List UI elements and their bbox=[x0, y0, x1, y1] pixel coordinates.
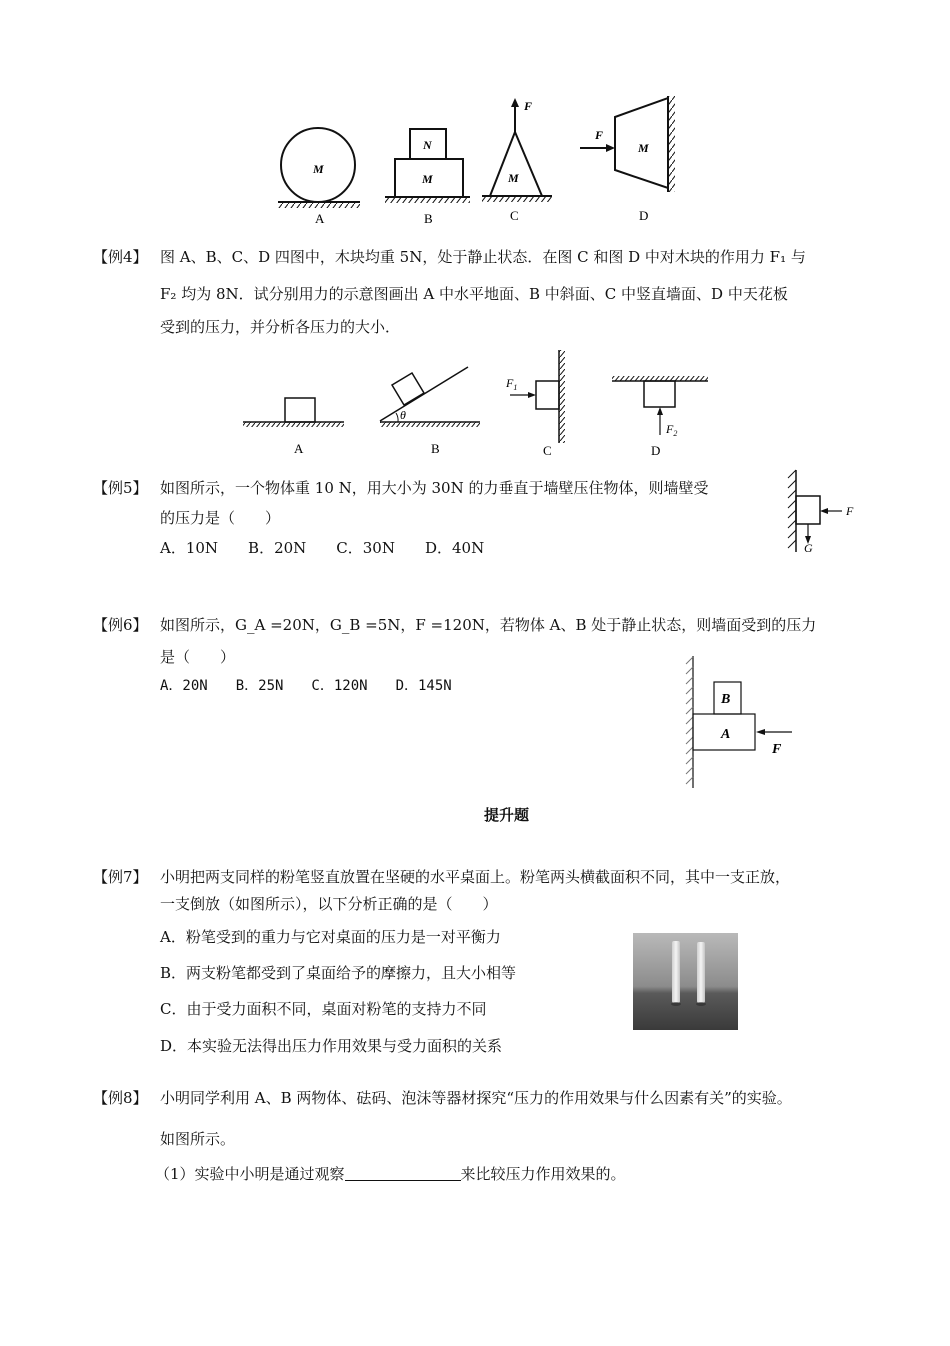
ex5-line1: 如图所示，一个物体重 10 N，用大小为 30N 的力垂直于墙壁压住物体，则墙壁受 bbox=[160, 479, 709, 497]
fig-top-m-d: M bbox=[638, 141, 649, 155]
ex8-q1-before: （1）实验中小明是通过观察 bbox=[155, 1165, 345, 1183]
fig-top-f-c: F bbox=[524, 99, 533, 113]
ex7-option-c: C．由于受力面积不同，桌面对粉笔的支持力不同 bbox=[160, 1000, 487, 1018]
ex7-tag: 【例7】 bbox=[93, 868, 148, 886]
ex4-fig-label-c: C bbox=[543, 443, 552, 458]
ex5-fig-g: G bbox=[804, 541, 813, 555]
ex7-option-b: B．两支粉笔都受到了桌面给予的摩擦力，且大小相等 bbox=[160, 964, 517, 982]
ex5-line2: 的压力是（ ） bbox=[160, 509, 281, 527]
fig-top-m-a: M bbox=[313, 162, 324, 176]
figure-ex4 bbox=[240, 345, 715, 460]
ex4-fig-f1: $F_1$ bbox=[506, 376, 518, 392]
fig-top-label-d: D bbox=[639, 208, 649, 223]
fig-top-a bbox=[278, 128, 360, 226]
ex4-fig-a bbox=[243, 398, 344, 456]
ex6-fig-f: F bbox=[772, 742, 782, 757]
ex8-q1-blank[interactable] bbox=[345, 1164, 461, 1181]
fig-top-m-c: M bbox=[508, 171, 519, 185]
ex4-fig-label-a: A bbox=[294, 441, 304, 456]
ex8-q1-after: 来比较压力作用效果的。 bbox=[460, 1165, 626, 1183]
ex6-fig-b: B bbox=[721, 692, 731, 707]
fig-top-label-b: B bbox=[424, 211, 433, 226]
ex4-fig-f2: $F_2$ bbox=[666, 422, 678, 438]
ex6-fig-a: A bbox=[721, 727, 731, 742]
fig-top-label-a: A bbox=[315, 211, 325, 226]
ex4-fig-label-b: B bbox=[431, 441, 440, 456]
ex7-line2: 一支倒放（如图所示），以下分析正确的是（ ） bbox=[160, 895, 498, 913]
ex6-tag: 【例6】 bbox=[93, 616, 148, 634]
ex4-tag: 【例4】 bbox=[93, 248, 148, 266]
fig-top-c bbox=[482, 98, 552, 223]
ex4-line3: 受到的压力，并分析各压力的大小． bbox=[160, 318, 401, 336]
ex5-fig-f: F bbox=[846, 504, 854, 518]
ex8-tag: 【例8】 bbox=[93, 1089, 148, 1107]
ex7-option-d: D．本实验无法得出压力作用效果与受力面积的关系 bbox=[160, 1037, 503, 1055]
ex4-fig-d bbox=[612, 376, 708, 458]
ex4-line2: F₂ 均为 8N．试分别用力的示意图画出 A 中水平地面、B 中斜面、C 中竖直墙面、D 中天花板 bbox=[160, 285, 788, 303]
ex4-fig-b bbox=[380, 367, 480, 456]
fig-top-n: N bbox=[423, 138, 432, 152]
fig-top-b bbox=[385, 129, 470, 226]
figure-ex5 bbox=[784, 468, 864, 556]
ex4-fig-c bbox=[505, 350, 565, 458]
ex6-line1: 如图所示，G_A =20N，G_B =5N，F =120N，若物体 A、B 处于静止状态，则墙面受到的压力 bbox=[160, 616, 817, 634]
ex8-question-1 bbox=[155, 1163, 626, 1185]
ex7-option-a: A．粉笔受到的重力与它对桌面的压力是一对平衡力 bbox=[160, 928, 501, 946]
section-title: 提升题 bbox=[484, 806, 530, 824]
ex4-fig-theta: θ bbox=[400, 408, 406, 422]
ex8-line2: 如图所示。 bbox=[160, 1130, 236, 1148]
fig-top-label-c: C bbox=[510, 208, 519, 223]
ex6-line2: 是（ ） bbox=[160, 648, 236, 666]
chalk-photo bbox=[633, 933, 738, 1030]
ex8-line1: 小明同学利用 A、B 两物体、砝码、泡沫等器材探究“压力的作用效果与什么因素有关”的实验。 bbox=[160, 1089, 792, 1107]
fig-top-m-b: M bbox=[422, 172, 433, 186]
ex7-line1: 小明把两支同样的粉笔竖直放置在坚硬的水平桌面上。粉笔两头横截面积不同，其中一支正放， bbox=[160, 868, 791, 886]
fig-top-d bbox=[580, 96, 675, 223]
ex6-options: A．20N B．25N C．120N D．145N bbox=[160, 678, 452, 694]
ex5-tag: 【例5】 bbox=[93, 479, 148, 497]
figure-ex6 bbox=[682, 652, 797, 792]
ex4-fig-label-d: D bbox=[651, 443, 661, 458]
ex5-options: A．10N B．20N C．30N D．40N bbox=[160, 539, 485, 557]
ex4-line1: 图 A、B、C、D 四图中，木块均重 5N，处于静止状态．在图 C 和图 D 中对木块的作用力 F₁ 与 bbox=[160, 248, 806, 266]
figure-top-abcd bbox=[270, 92, 690, 232]
fig-top-f-d: F bbox=[595, 128, 604, 142]
